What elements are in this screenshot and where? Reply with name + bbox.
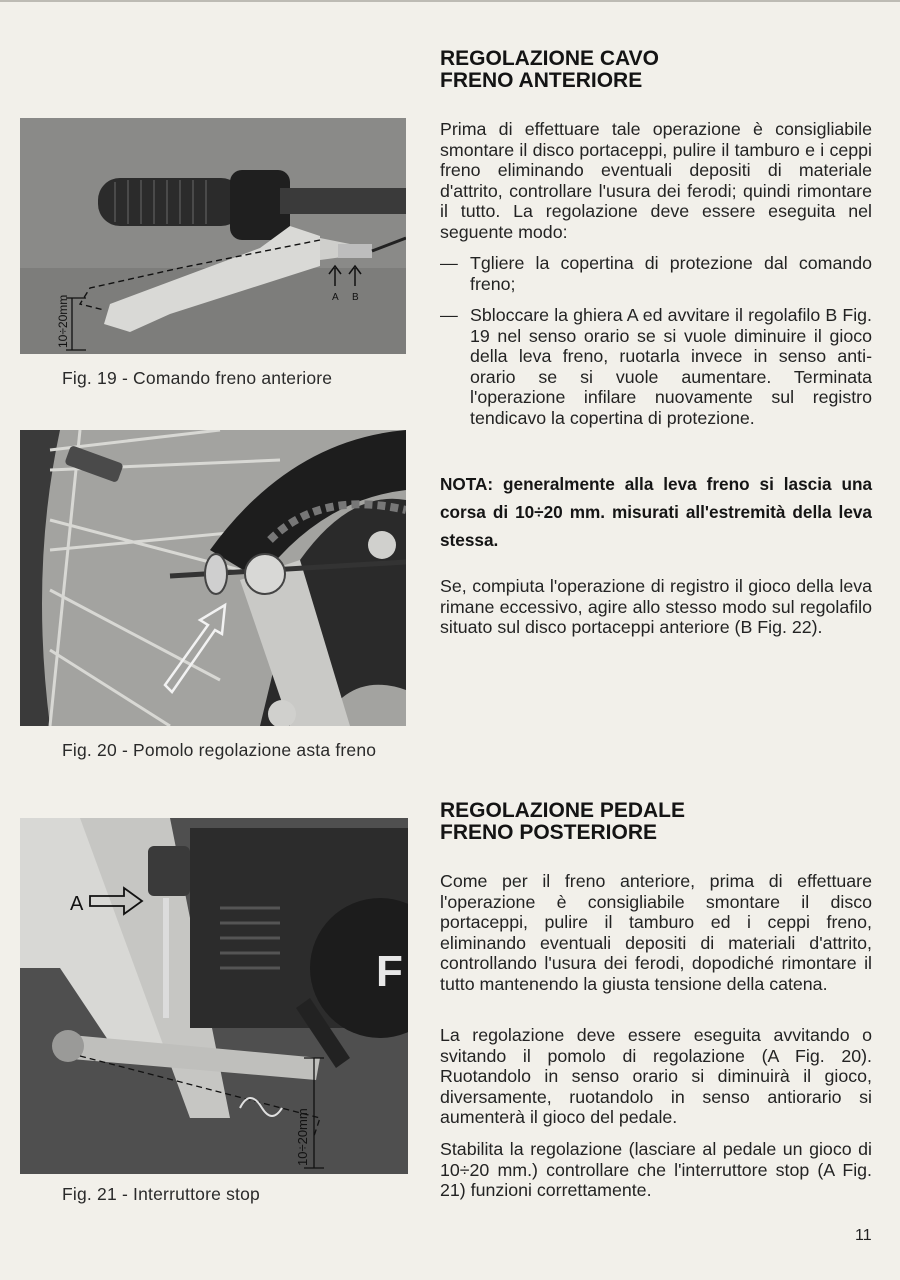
section1-intro <box>440 119 872 243</box>
fig19-label-a: A <box>332 292 339 303</box>
figure-19-caption: Fig. 19 - Comando freno anteriore <box>62 368 333 388</box>
handlebar-brake-lever-illustration <box>20 118 406 354</box>
rear-brake-pedal-illustration <box>20 818 408 1174</box>
section2-para-1 <box>440 871 872 995</box>
section1-title-line2: FRENO ANTERIORE <box>440 69 643 92</box>
section1-step-1 <box>440 253 872 294</box>
section2-para-3-text: Stabilita la regolazione (lasciare al pedale un gioco di 10÷20 mm.) controllare che l'interruttore stop (A Fig. 21) funzioni correttamente. <box>440 1139 872 1201</box>
section1-outro-text: Se, compiuta l'operazione di registro il gioco della leva rimane eccessivo, agire allo stesso modo sul regolafilo situato sul disco portaceppi anteriore (B Fig. 22). <box>440 576 872 638</box>
section2-title-line2: FRENO POSTERIORE <box>440 821 658 844</box>
section2-title <box>440 800 685 844</box>
fig19-label-b: B <box>352 292 359 303</box>
section1-step-1-text: — Tgliere la copertina di protezione dal comando freno; <box>440 253 872 294</box>
section2-para-1-text: Come per il freno anteriore, prima di effettuare l'operazione è consigliabile smontare il disco portaceppi, pulire il tamburo ed i ceppi freno, eliminando eventuali depositi di materiali d'attrito, controllando l'usura dei ferodi, dopodiché rimontare il tutto mantenendo la giusta tensione della catena. <box>440 871 872 994</box>
rear-brake-rod-illustration <box>20 430 406 726</box>
figure-20-photo <box>20 430 406 726</box>
section1-step-2-text: — Sbloccare la ghiera A ed avvitare il regolafilo B Fig. 19 nel senso orario se si vuole diminuire il gioco della leva freno, ruotarla invece in senso anti-orario se si vuole aumentare. Terminata l'operazione infilare nuovamente sul registro tendicavo la copertina di protezione. <box>440 305 872 429</box>
section2-title-line1: REGOLAZIONE PEDALE <box>440 799 686 822</box>
fig21-label-a: A <box>70 893 84 915</box>
fig21-dimension: 10÷20mm <box>295 1108 310 1166</box>
top-rule <box>0 0 900 2</box>
section2-para-2-text: La regolazione deve essere eseguita avvitando o svitando il pomolo di regolazione (A Fig. 20). Ruotandolo in senso orario si diminuirà il gioco, diversamente, ruotandolo in senso antiorario si aumenterà il gioco del pedale. <box>440 1025 872 1128</box>
section1-intro-text: Prima di effettuare tale operazione è consigliabile smontare il disco portaceppi, pulire il tamburo e i ceppi freno eliminando eventuali depositi di materiale d'attrito, controllare l'usura dei ferodi; quindi rimontare il tutto. La regolazione deve essere eseguita nel seguente modo: <box>440 119 872 242</box>
section1-step-2 <box>440 305 872 429</box>
figure-21-caption: Fig. 21 - Interruttore stop <box>62 1184 260 1204</box>
page-number: 11 <box>855 1227 872 1244</box>
fig19-dimension: 10÷20mm <box>56 294 70 348</box>
section1-outro <box>440 576 872 638</box>
figure-19-photo <box>20 118 406 354</box>
section1-title-line1: REGOLAZIONE CAVO <box>440 47 659 70</box>
engine-logo-letter: F <box>376 947 403 996</box>
section1-note: NOTA: generalmente alla leva freno si lascia una corsa di 10÷20 mm. misurati all'estremità della leva stessa. <box>440 474 872 550</box>
section1-title <box>440 48 659 92</box>
section2-para-3 <box>440 1139 872 1201</box>
figure-21-photo <box>20 818 408 1174</box>
figure-20-caption: Fig. 20 - Pomolo regolazione asta freno <box>62 740 377 760</box>
section2-para-2 <box>440 1025 872 1128</box>
